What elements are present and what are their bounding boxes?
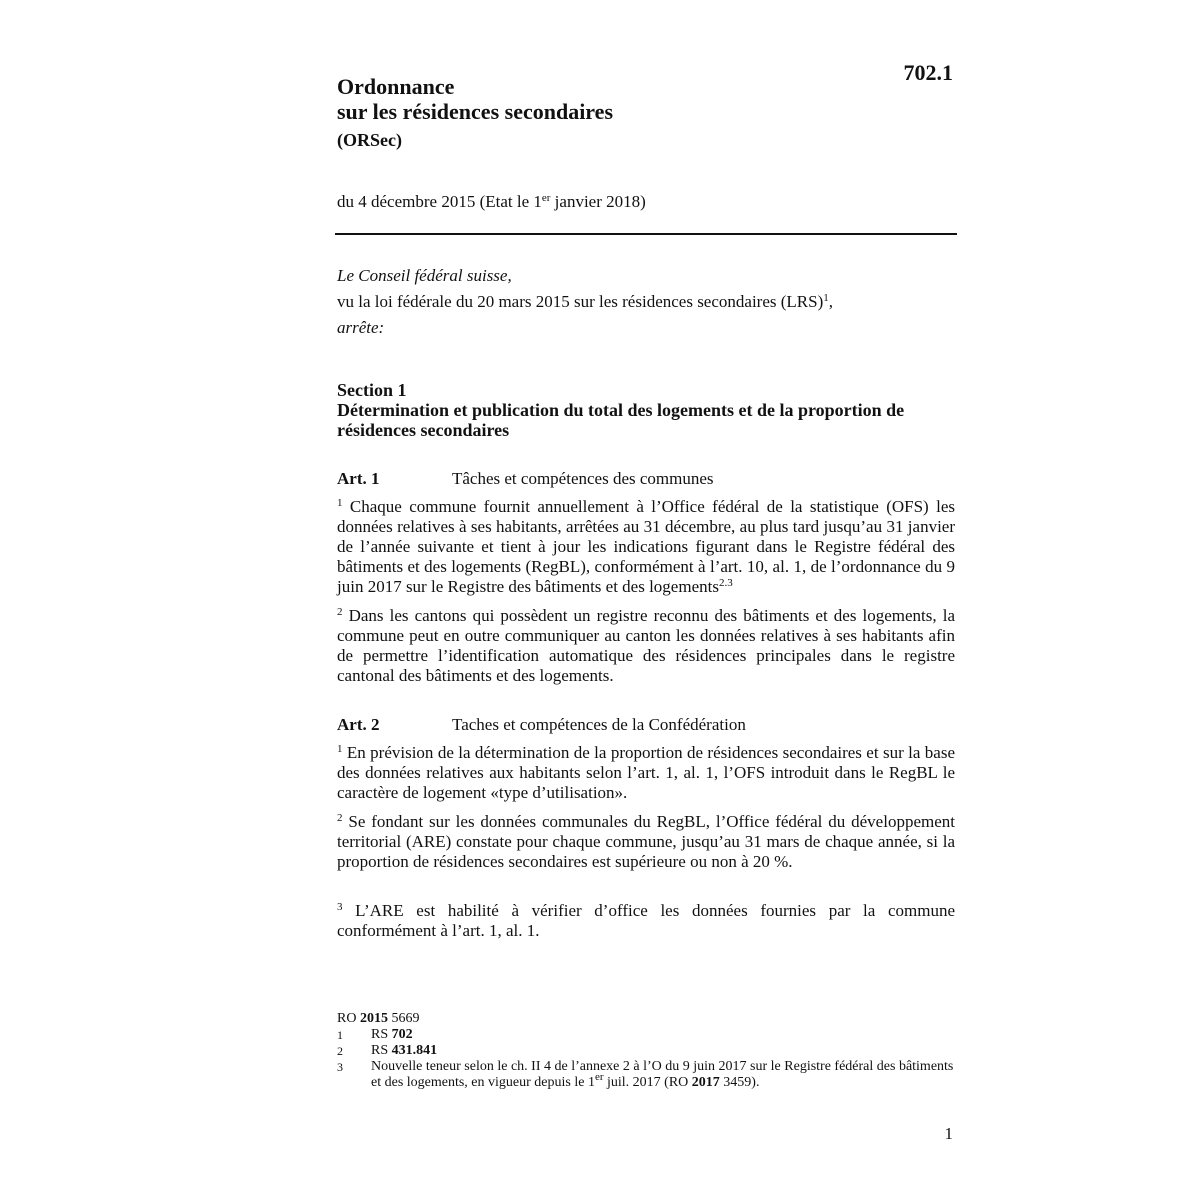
footnote-ref-1[interactable]: 1 (823, 292, 829, 304)
preamble-authority: Le Conseil fédéral suisse, (337, 266, 512, 285)
paragraph-number: 1 (337, 497, 343, 509)
ro-year: 2015 (359, 1011, 388, 1026)
footnote-ref-2-3[interactable]: 2.3 (718, 577, 733, 589)
article-2-paragraph-1 (337, 743, 955, 803)
document-page (337, 0, 959, 1200)
article-1-heading (337, 469, 714, 489)
section-title: Détermination et publication du total des logements et de la proportion de résidences secondaires (337, 400, 905, 440)
classification-number: 702.1 (903, 60, 953, 85)
article-2-paragraph-2 (337, 812, 955, 872)
footnote-3 (337, 1059, 955, 1091)
basis-text: vu la loi fédérale du 20 mars 2015 sur les résidences secondaires (LRS) (337, 292, 824, 311)
basis-end: , (828, 292, 833, 311)
section-label: Section 1 (337, 380, 407, 400)
footnote-number: 3 (337, 1060, 343, 1074)
footnote-1 (337, 1027, 955, 1043)
footnote-superscript: er (594, 1071, 604, 1083)
footnote-text-a: Nouvelle teneur selon le ch. II 4 de l’annexe 2 à l’O du 9 juin 2017 sur le Registre fédéral des bâtiments et des logements, en vigueur depuis le 1 (371, 1059, 954, 1090)
date-text: du 4 décembre 2015 (Etat le 1 (337, 192, 542, 211)
paragraph-number: 2 (337, 812, 343, 824)
paragraph-text: L’ARE est habilité à vérifier d’office les données fournies par la commune conformément à l’art. 1, al. 1. (337, 901, 955, 940)
title-line-1: Ordonnance (337, 74, 455, 99)
ro-page: 5669 (387, 1011, 420, 1026)
paragraph-number: 2 (337, 606, 343, 618)
title-line-2: sur les résidences secondaires (337, 99, 613, 124)
paragraph-text: Chaque commune fournit annuellement à l’Office fédéral de la statistique (OFS) les données relatives à ses habitants, arrêtées au 31 décembre, au plus tard jusqu’au 31 janvier de l’année suivante et tient à jour les indications figurant dans le Registre fédéral des bâtiments et des logements (RegBL), conformément à l’art. 10, al. 1, de l’ordonnance du 9 juin 2017 sur le Registre des bâtiments et des logements (337, 497, 955, 596)
paragraph-text: En prévision de la détermination de la proportion de résidences secondaires et sur la base des données relatives aux habitants selon l’art. 1, al. 1, l’OFS introduit dans le RegBL le caractère de logement «type d’utilisation». (337, 743, 955, 802)
article-1-paragraph-1 (337, 497, 955, 597)
page-number: 1 (944, 1124, 953, 1143)
article-2-number: Art. 2 (337, 715, 380, 734)
article-2-paragraph-3 (337, 901, 955, 941)
rs-reference[interactable]: 431.841 (391, 1043, 438, 1058)
footnote-text (371, 1059, 955, 1091)
rs-reference[interactable]: 702 (391, 1027, 413, 1042)
header-divider (335, 233, 957, 235)
date-text-end: janvier 2018) (550, 192, 646, 211)
title-abbreviation: (ORSec) (337, 130, 402, 150)
footnote-text (371, 1027, 413, 1043)
ro-year: 2017 (691, 1075, 720, 1090)
article-2-title: Taches et compétences de la Confédération (452, 715, 746, 734)
article-1-number: Art. 1 (337, 469, 380, 488)
paragraph-number: 3 (337, 901, 343, 913)
document-date (337, 192, 646, 212)
paragraph-text: Se fondant sur les données communales du RegBL, l’Office fédéral du développement territorial (ARE) constate pour chaque commune, jusqu’au 31 mars de chaque année, si la proportion de résidences secondaires est supérieure ou non à 20 %. (337, 812, 955, 871)
footnote-text (371, 1043, 437, 1059)
paragraph-text: Dans les cantons qui possèdent un registre reconnu des bâtiments et des logements, la commune peut en outre communiquer au canton les données relatives à ses habitants afin de permettre l’identification automatique des résidences principales dans le registre cantonal des bâtiments et des logements. (337, 606, 955, 685)
preamble-decree: arrête: (337, 318, 385, 337)
article-1-paragraph-2 (337, 606, 955, 686)
official-compilation-ref (337, 1011, 955, 1027)
footnote-text-c: 3459). (719, 1075, 760, 1090)
footnote-2 (337, 1043, 955, 1059)
document-title (337, 74, 613, 153)
preamble-basis (337, 289, 833, 315)
section-heading (337, 380, 957, 440)
article-2-heading (337, 715, 746, 735)
preamble (337, 263, 833, 341)
rs-prefix: RS (371, 1027, 392, 1042)
footnote-number: 2 (337, 1044, 343, 1058)
footnotes (337, 1011, 955, 1091)
article-1-title: Tâches et compétences des communes (452, 469, 714, 488)
date-superscript: er (541, 192, 551, 204)
rs-prefix: RS (371, 1043, 392, 1058)
footnote-text-b: juil. 2017 (RO (603, 1075, 692, 1090)
ro-prefix: RO (337, 1011, 360, 1026)
paragraph-number: 1 (337, 743, 343, 755)
footnote-number: 1 (337, 1028, 343, 1042)
